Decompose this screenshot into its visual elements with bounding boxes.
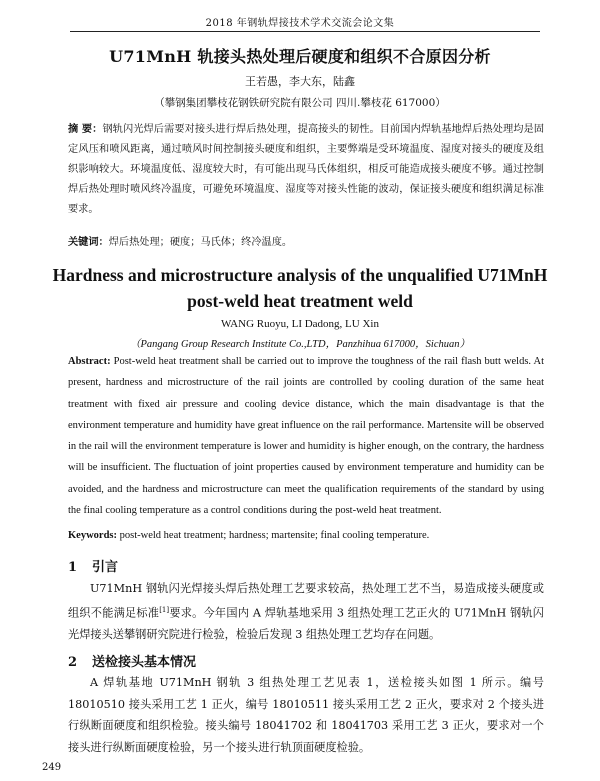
section-2-paragraph: A 焊轨基地 U71MnH 钢轨 3 组热处理工艺见表 1，送检接头如图 1 所示。编号 18010510 接头采用工艺 1 正火，编号 18010511 接头采用工艺 2 正火，要求对 2 个接头进行纵断面硬度和组织检验。接头编号 18041702 和 18041703 采用工艺 3 正火，要求对一个接头进行纵断面硬度检验，另一个接头进行轨顶面硬度检验。 <box>68 676 544 754</box>
chinese-affiliation: （攀钢集团攀枝花钢铁研究院有限公司 四川.攀枝花 617000） <box>154 97 446 109</box>
english-affiliation: （Pangang Group Research Institute Co.,LTD，Panzhihua 617000，Sichuan） <box>130 339 470 350</box>
english-title <box>0 262 600 314</box>
chinese-abstract-label: 摘 要： <box>68 123 103 135</box>
english-authors: WANG Ruoyu, LI Dadong, LU Xin <box>221 318 379 330</box>
chinese-keywords-label: 关键词： <box>68 236 109 248</box>
chinese-abstract-text: 钢轨闪光焊后需要对接头进行焊后热处理，提高接头的韧性。目前国内焊轨基地焊后热处理均是固定风压和喷风距离，通过喷风时间控制接头硬度和组织，主要弊端是受环境温度、湿度对接头的硬度及组织影响较大。环境温度低、湿度较大时，有可能出现马氏体组织，相反可能造成接头硬度不够。通过控制焊后热处理时喷风终冷温度，可避免环境温度、湿度等对接头性能的波动，保证接头硬度和组织满足标准要求。 <box>68 124 545 215</box>
english-abstract-text: Post-weld heat treatment shall be carried out to improve the toughness of the rail flash butt welds. At present, hardness and microstructure of the rail joints are controlled by cooling duration of the same heat treatment with fixed air pressure and cooling device distance, which the main disadvantage is that the environment temperature and humidity have great influence on the rail performance. Martensite will be observed in the rail will the environment temperature is lower and humidity is higher enough, on the contrary, the hardness will be insufficient. The fluctuation of joint properties caused by environment temperature and humidity can be avoided, and the hardness and microstructure can meet the qualification requirements of the standard by using the final cooling temperature as a control conditions during the post-weld heat treatment. <box>68 356 545 517</box>
english-keywords-text: post-weld heat treatment; hardness; martensite; final cooling temperature. <box>119 530 430 541</box>
page-number: 249 <box>42 762 62 773</box>
chinese-title: U71MnH 轨接头热处理后硬度和组织不合原因分析 <box>109 47 491 66</box>
english-keywords-label: Keywords: <box>68 530 117 541</box>
running-header: 2018 年钢轨焊接技术学术交流会论文集 <box>205 18 395 29</box>
section-1-heading <box>68 556 118 575</box>
section-2-heading <box>68 651 196 670</box>
english-abstract <box>68 351 544 521</box>
section-1-number: 1 <box>68 560 78 575</box>
chinese-keywords <box>68 233 544 248</box>
citation-ref-1: [1] <box>159 605 170 614</box>
english-title-line-1: Hardness and microstructure analysis of the unqualified U71MnH <box>52 265 548 285</box>
section-2-number: 2 <box>68 655 78 670</box>
section-2-title: 送检接头基本情况 <box>92 655 197 670</box>
chinese-authors: 王若愚，李大东，陆鑫 <box>245 75 355 88</box>
header-rule <box>70 31 540 32</box>
section-1-title: 引言 <box>92 560 119 575</box>
chinese-abstract <box>68 119 544 220</box>
english-title-line-2: post-weld heat treatment weld <box>187 291 413 311</box>
english-keywords <box>68 530 544 541</box>
section-1-paragraph <box>68 578 544 645</box>
paragraph-1-text-b: 要求。今年国内 A 焊轨基地采用 3 组热处理工艺正火的 U71MnH 钢轨闪光焊接头送攀钢研究院进行检验，检验后发现 3 组热处理工艺均存在问题。 <box>68 606 544 641</box>
chinese-keywords-text: 焊后热处理；硬度；马氏体；终冷温度。 <box>108 237 293 248</box>
paragraph-1-text-a: U71MnH 钢轨闪光焊接头焊后热处理工艺要求较高，热处理工艺不当，易造成接头硬度或组织不能满足标准 <box>68 582 544 620</box>
english-abstract-label: Abstract: <box>68 356 111 367</box>
